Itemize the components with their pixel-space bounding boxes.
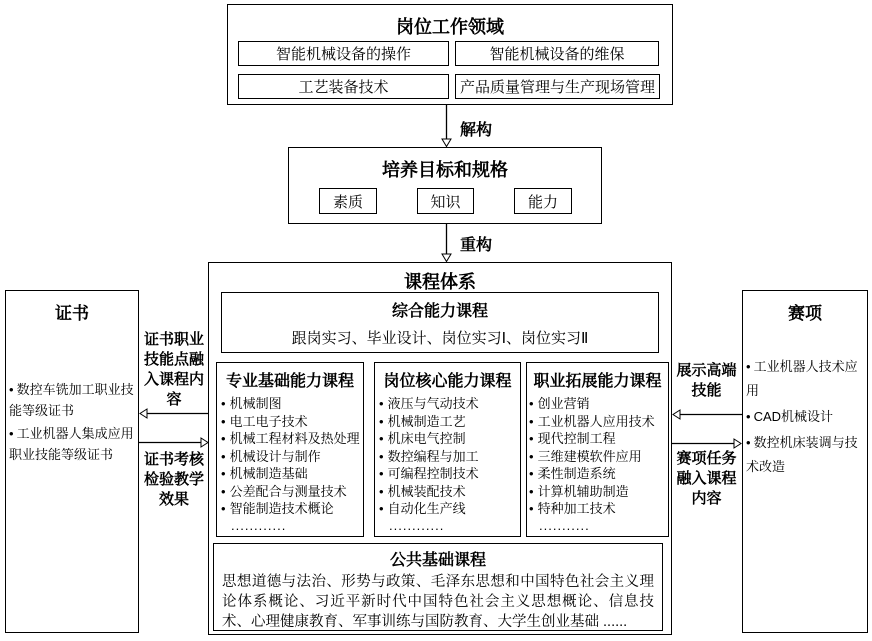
contest-item: • CAD机械设计	[746, 405, 864, 429]
course-item: • 计算机辅助制造	[529, 483, 666, 501]
course-item: • 特种加工技术	[529, 500, 666, 518]
course-item: • 柔性制造系统	[529, 465, 666, 483]
contest-item: • 工业机器人技术应用	[746, 355, 864, 403]
course-item: • 工业机器人应用技术	[529, 413, 666, 431]
goal-knowledge: 知识	[417, 188, 474, 214]
contests-list	[743, 355, 867, 481]
course-item: • 创业营销	[529, 395, 666, 413]
post-core-title: 岗位核心能力课程	[383, 373, 512, 390]
ellipsis-text: ............	[231, 517, 287, 533]
certificates-title: 证书	[55, 304, 89, 323]
public-basic-title: 公共基础课程	[389, 552, 486, 569]
course-item: • 机械工程材料及热处理	[221, 430, 359, 448]
course-item: • 电工电子技术	[221, 413, 359, 431]
career-expansion-title: 职业拓展能力课程	[533, 373, 662, 390]
professional-basic-title: 专业基础能力课程	[225, 373, 354, 390]
course-item: • 机械制图	[221, 395, 359, 413]
job-areas-title: 岗位工作领域	[396, 17, 504, 37]
arrow-left-icon	[139, 407, 209, 420]
show-skills-label: 展示高端技能	[676, 362, 737, 399]
comprehensive-courses-title: 综合能力课程	[391, 303, 488, 320]
contest-tasks-label: 赛项任务融入课程内容	[676, 450, 737, 507]
course-item: • 公差配合与测量技术	[221, 483, 359, 501]
goal-quality: 素质	[319, 188, 377, 214]
course-item: • 三维建模软件应用	[529, 448, 666, 466]
certificate-item: • 工业机器人集成应用职业技能等级证书	[9, 423, 135, 465]
course-item: • 机械设计与制作	[221, 448, 359, 466]
career-expansion-column	[526, 362, 669, 537]
job-area-operation: 智能机械设备的操作	[238, 41, 449, 66]
arrow-down-icon	[439, 105, 455, 148]
reconstruct-label: 重构	[460, 237, 493, 254]
comprehensive-courses-text: 跟岗实习、毕业设计、岗位实习Ⅰ、岗位实习Ⅱ	[291, 330, 589, 347]
comprehensive-courses-box	[221, 292, 659, 353]
course-item: • 现代控制工程	[529, 430, 666, 448]
arrow-left-icon	[672, 408, 742, 421]
course-item: • 智能制造技术概论	[221, 500, 359, 518]
ellipsis-text: ............	[389, 517, 445, 533]
post-core-column	[374, 362, 521, 537]
job-area-maintenance: 智能机械设备的维保	[455, 41, 659, 66]
course-system-title: 课程体系	[404, 272, 476, 292]
public-basic-text: 思想道德与法治、形势与政策、毛泽东思想和中国特色社会主义理论体系概论、习近平新时代中国特色社会主义思想概论、信息技术、心理健康教育、军事训练与国防教育、大学生创业基础 ......	[222, 574, 654, 630]
public-basic-box	[213, 543, 663, 631]
contest-item: • 数控机床装调与技术改造	[746, 431, 864, 479]
job-area-process-equipment: 工艺装备技术	[238, 74, 449, 99]
contests-title: 赛项	[788, 304, 822, 323]
course-item: • 液压与气动技术	[379, 395, 516, 413]
arrow-right-icon	[139, 436, 209, 449]
certificates-list	[6, 379, 138, 467]
goals-title: 培养目标和规格	[382, 160, 508, 180]
job-area-quality-management: 产品质量管理与生产现场管理	[455, 74, 660, 99]
course-item: • 机床电气控制	[379, 430, 516, 448]
deconstruct-label: 解构	[460, 122, 493, 139]
course-item: • 可编程控制技术	[379, 465, 516, 483]
course-item: • 机械装配技术	[379, 483, 516, 501]
course-item: • 数控编程与加工	[379, 448, 516, 466]
course-system-box	[208, 262, 672, 635]
professional-basic-column	[216, 362, 364, 537]
goal-ability: 能力	[514, 188, 572, 214]
course-item: • 机械制造基础	[221, 465, 359, 483]
contests-box	[742, 290, 868, 633]
certificate-item: • 数控车铣加工职业技能等级证书	[9, 379, 135, 421]
course-item: • 自动化生产线	[379, 500, 516, 518]
cert-skill-points-label: 证书职业技能点融入课程内容	[143, 331, 204, 408]
cert-assessment-label: 证书考核检验教学效果	[143, 451, 204, 508]
ellipsis-text: ...........	[539, 517, 590, 533]
course-item: • 机械制造工艺	[379, 413, 516, 431]
certificates-box	[5, 290, 139, 633]
arrow-down-icon	[439, 224, 455, 263]
